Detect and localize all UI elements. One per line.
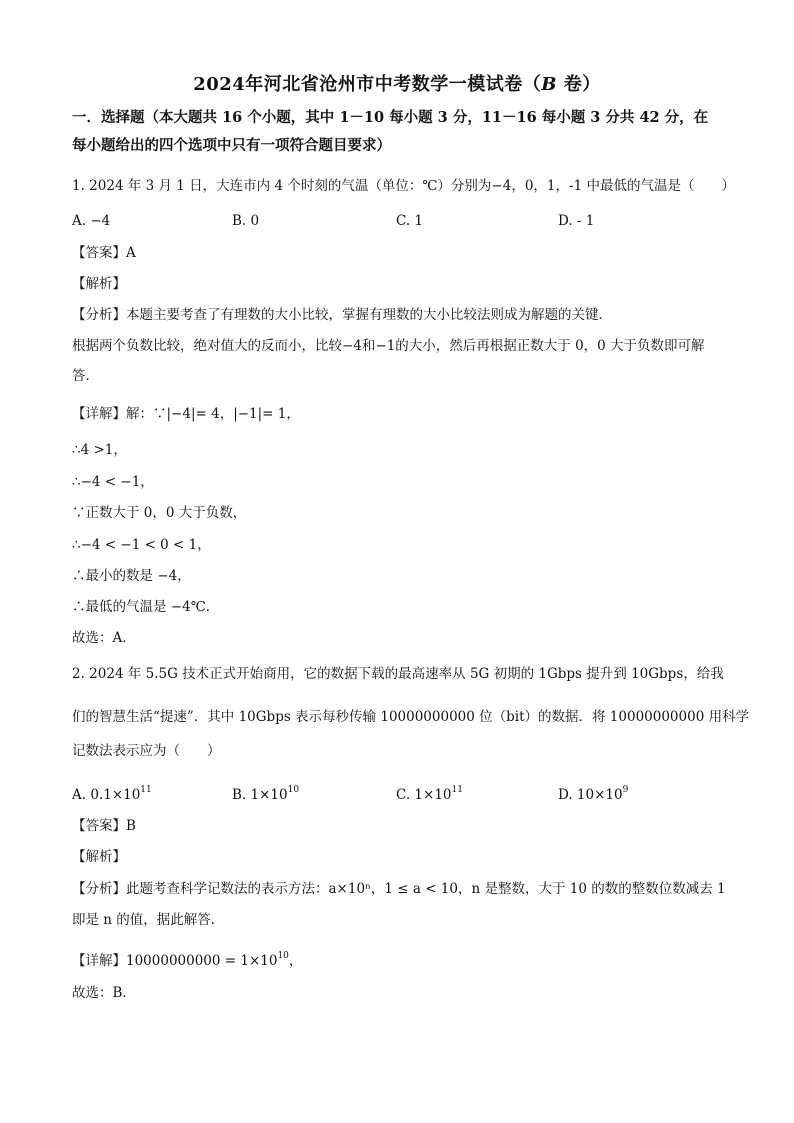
section-heading-line1: 一．选择题（本大题共 16 个小题，其中 1－10 每小题 3 分，11－16 每小题 3 分共 42 分，在 [72, 109, 709, 126]
q1-option-a: A. −4 [72, 213, 111, 229]
q2-option-b-exp: 10 [287, 785, 300, 795]
q2-answer: 【答案】B [72, 818, 136, 834]
q2-detail-exp: 10 [277, 951, 289, 961]
q1-step-1: ∴4 >1， [72, 442, 127, 458]
page-title [0, 70, 794, 96]
q1-step-2: ∴−4 < −1， [72, 474, 154, 490]
q1-step-6: ∴最低的气温是 −4℃． [72, 599, 220, 615]
q2-option-a [72, 780, 152, 805]
q1-fenxi: 【分析】本题主要考查了有理数的大小比较，掌握有理数的大小比较法则成为解题的关键． [72, 307, 612, 323]
q2-option-c [396, 780, 463, 805]
q1-stem: 1. 2024 年 3 月 1 日，大连市内 4 个时刻的气温（单位：℃）分别为−4，0，1，-1 中最低的气温是（ ） [72, 178, 735, 194]
title-main: 2024年河北省沧州市中考数学一模试卷（ [193, 74, 542, 95]
q1-answer: 【答案】A [72, 245, 136, 261]
q2-stem-line1: 2. 2024 年 5.5G 技术正式开始商用，它的数据下载的最高速率从 5G 初期的 1Gbps 提升到 10Gbps，给我 [72, 666, 724, 682]
q2-option-d-exp: 9 [622, 785, 629, 795]
q2-fenxi-line2: 即是 n 的值，据此解答． [72, 912, 225, 928]
q1-option-c: C. 1 [396, 213, 424, 229]
q2-option-c-text: C. 1×10 [396, 787, 452, 803]
q1-option-b: B. 0 [232, 213, 260, 229]
q2-fenxi-line1: 【分析】此题考查科学记数法的表示方法：a×10ⁿ，1 ≤ a < 10，n 是整数，大于 10 的数的整数位数减去 1 [72, 881, 726, 897]
section-heading [72, 104, 732, 160]
q2-detail-tail: ， [288, 953, 303, 969]
q2-option-b [232, 780, 299, 805]
q2-option-c-exp: 11 [451, 785, 463, 795]
q2-choose: 故选：B． [72, 985, 136, 1001]
q2-option-b-text: B. 1×10 [232, 787, 288, 803]
q1-detail: 【详解】解：∵|−4|= 4，|−1|= 1， [72, 406, 300, 422]
q2-analysis-tag: 【解析】 [72, 849, 126, 865]
q2-option-d [558, 780, 628, 805]
q2-stem-line2: 们的智慧生活“提速”．其中 10Gbps 表示每秒传输 10000000000 位（bit）的数据．将 10000000000 用科学 [72, 709, 750, 725]
q1-step-5: ∴最小的数是 −4， [72, 568, 191, 584]
q2-stem-line3: 记数法表示应为（ ） [72, 743, 221, 759]
title-tail: 卷） [557, 74, 601, 95]
title-italic: B [541, 74, 558, 95]
q1-fenxi-line3: 答． [72, 368, 99, 384]
section-heading-line2: 每小题给出的四个选项中只有一项符合题目要求） [72, 137, 391, 154]
q2-option-a-exp: 11 [140, 785, 152, 795]
q2-option-a-text: A. 0.1×10 [72, 787, 141, 803]
q1-choose: 故选：A． [72, 630, 136, 646]
q2-option-d-text: D. 10×10 [558, 787, 623, 803]
q1-step-3: ∵正数大于 0，0 大于负数， [72, 505, 247, 521]
q1-analysis-tag: 【解析】 [72, 276, 126, 292]
q1-fenxi-line2: 根据两个负数比较，绝对值大的反而小，比较−4和−1的大小，然后再根据正数大于 0，0 大于负数即可解 [72, 338, 705, 354]
q1-step-4: ∴−4 < −1 < 0 < 1， [72, 537, 211, 553]
q1-option-d: D. - 1 [558, 213, 595, 229]
q2-detail-text: 【详解】10000000000 = 1×10 [72, 953, 278, 969]
q2-detail [72, 946, 302, 971]
